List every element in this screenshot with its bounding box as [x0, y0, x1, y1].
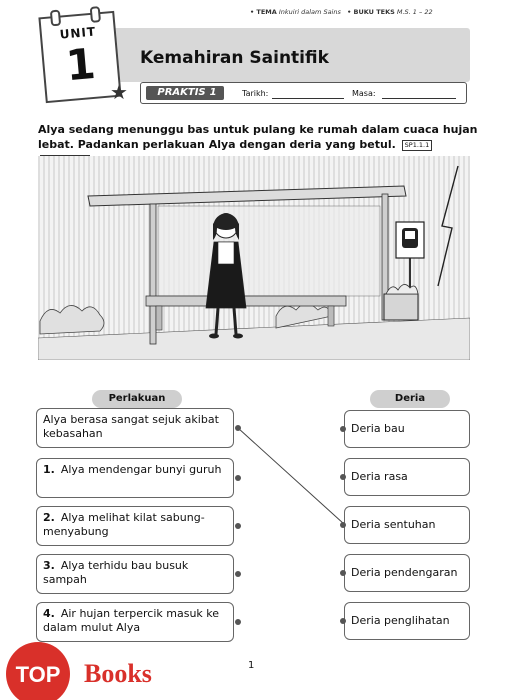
connector-dot-icon[interactable] — [235, 523, 241, 529]
logo-books: Books — [84, 659, 152, 688]
connector-dot-icon[interactable] — [340, 522, 346, 528]
deria-header: Deria — [370, 390, 450, 408]
connector-dot-icon[interactable] — [340, 618, 346, 624]
item-text: Deria pendengaran — [351, 566, 458, 579]
perlakuan-header: Perlakuan — [92, 390, 182, 408]
deria-item[interactable] — [344, 410, 470, 448]
item-text: Deria sentuhan — [351, 518, 436, 531]
topbooks-logo — [2, 640, 182, 700]
perlakuan-item[interactable] — [36, 408, 234, 448]
example-match-line — [238, 428, 344, 524]
tag-sp: SP1.1.1 — [402, 140, 433, 151]
item-text: Alya mendengar bunyi guruh — [60, 463, 222, 476]
connector-dot-icon[interactable] — [340, 426, 346, 432]
item-text: Deria penglihatan — [351, 614, 450, 627]
deria-item[interactable] — [344, 602, 470, 640]
item-number: 4. — [43, 607, 55, 620]
logo-top: TOP — [15, 662, 61, 687]
connector-dot-icon[interactable] — [235, 571, 241, 577]
connector-dot-icon[interactable] — [235, 425, 241, 431]
star-icon: ★ — [110, 80, 128, 104]
connector-dot-icon[interactable] — [340, 570, 346, 576]
perlakuan-item[interactable] — [36, 602, 234, 642]
deria-item[interactable] — [344, 506, 470, 544]
page-number: 1 — [248, 660, 255, 671]
deria-item[interactable] — [344, 458, 470, 496]
page-title: Kemahiran Saintifik — [140, 48, 329, 68]
connector-dot-icon[interactable] — [235, 619, 241, 625]
perlakuan-item[interactable] — [36, 506, 234, 546]
item-text: Alya terhidu bau busuk sampah — [43, 559, 189, 586]
tarikh-label: Tarikh: — [242, 89, 269, 98]
connector-dot-icon[interactable] — [235, 475, 241, 481]
item-number: 1. — [43, 463, 55, 476]
tema-value: Inkuiri dalam Sains — [278, 8, 341, 16]
praktis-label: PRAKTIS — [157, 87, 206, 98]
deria-item[interactable] — [344, 554, 470, 592]
perlakuan-item[interactable] — [36, 458, 234, 498]
instruction-text: Alya sedang menunggu bas untuk pulang ke rumah dalam cuaca hujan lebat. Padankan perlakuan Alya dengan deria yang betul. — [38, 123, 478, 151]
item-number: 3. — [43, 559, 55, 572]
tema-label: • TEMA — [250, 8, 277, 16]
buku-label: • BUKU TEKS — [347, 8, 395, 16]
unit-number: 1 — [63, 38, 98, 91]
item-number: 2. — [43, 511, 55, 524]
item-text: Air hujan terpercik masuk ke dalam mulut Alya — [43, 607, 220, 634]
masa-label: Masa: — [352, 89, 376, 98]
item-text: Alya melihat kilat sabung-menyabung — [43, 511, 205, 538]
item-text: Deria bau — [351, 422, 405, 435]
connector-dot-icon[interactable] — [340, 474, 346, 480]
unit-label: UNIT — [59, 24, 97, 42]
buku-value: M.S. 1 – 22 — [396, 8, 433, 16]
praktis-number: 1 — [209, 87, 217, 98]
item-text: Deria rasa — [351, 470, 408, 483]
item-text: Alya berasa sangat sejuk akibat kebasahan — [43, 413, 219, 440]
perlakuan-item[interactable] — [36, 554, 234, 594]
